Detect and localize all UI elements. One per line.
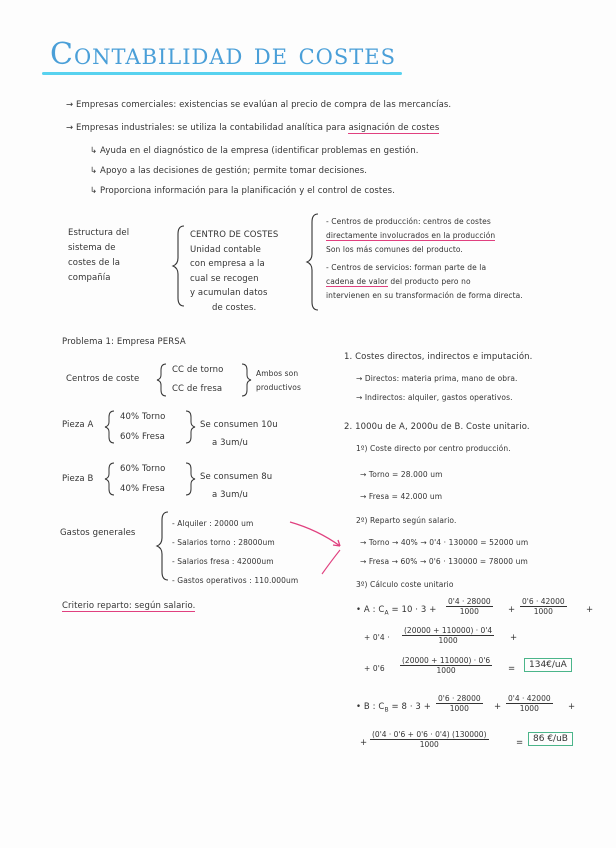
- structure-center-line: de costes.: [212, 302, 257, 313]
- cc-torno: CC de torno: [172, 365, 224, 375]
- fraction-denominator: 1000: [449, 704, 469, 713]
- fraction-numerator: 0'6 · 42000: [522, 597, 565, 606]
- reparto-arrow-2: [322, 550, 340, 574]
- q1-indirectos: → Indirectos: alquiler, gastos operativos.: [356, 393, 513, 402]
- fraction-numerator: (0'4 · 0'6 + 0'6 · 0'4) (130000): [372, 730, 487, 739]
- cc-fresa: CC de fresa: [172, 384, 223, 394]
- brace-pieza-a: [105, 411, 114, 443]
- brace-structure-center: [173, 226, 184, 306]
- pieza-b-note-line: Se consumen 8u: [200, 472, 273, 482]
- criterio-text: Criterio reparto: según salario.: [62, 601, 196, 611]
- intro-line-industriales-text: → Empresas industriales: se utiliza la contabilidad analítica para: [66, 123, 346, 133]
- fraction-numerator: 0'6 · 28000: [438, 694, 481, 703]
- structure-right-line: Son los más comunes del producto.: [326, 245, 463, 254]
- cc-note-line: productivos: [256, 383, 301, 392]
- gasto-operativos: - Gastos operativos : 110.000um: [172, 576, 299, 585]
- fraction-denominator: 1000: [519, 704, 539, 713]
- q1-directos: → Directos: materia prima, mano de obra.: [356, 374, 518, 383]
- structure-left-line: compañía: [68, 273, 111, 283]
- brace-structure-right: [307, 214, 318, 310]
- structure-right-produccion: - Centros de producción: centros de costes: [326, 217, 491, 226]
- plus-sign: +: [510, 633, 518, 643]
- pieza-a-note-line: a 3um/u: [212, 438, 248, 448]
- problem-title: Problema 1: Empresa PERSA: [62, 337, 186, 347]
- gastos-label: Gastos generales: [60, 528, 136, 538]
- pieza-b-label: Pieza B: [62, 474, 94, 484]
- fraction-denominator: 1000: [459, 607, 479, 616]
- result-a-box: 134€/uA: [524, 658, 572, 672]
- brace-gastos: [157, 512, 168, 580]
- ca-prefix: • A : C: [356, 605, 385, 615]
- ca-line3-prefix: + 0'6: [364, 664, 385, 673]
- pieza-a-fresa: 60% Fresa: [120, 432, 165, 442]
- structure-center-line: Unidad contable: [190, 244, 261, 255]
- result-b-box: 86 €/uB: [528, 732, 573, 746]
- brace-pieza-b-right: [186, 463, 195, 495]
- brace-cc: [157, 364, 166, 396]
- ca-equals: = 10 · 3 +: [391, 605, 437, 615]
- structure-right-servicios: - Centros de servicios: forman parte de la: [326, 263, 487, 272]
- pieza-a-label: Pieza A: [62, 420, 94, 430]
- intro-bullet-planificacion: ↳ Proporciona información para la planificación y el control de costes.: [90, 186, 396, 196]
- ca-line2-prefix: + 0'4 ·: [364, 633, 390, 642]
- structure-center-line: cual se recogen: [190, 273, 259, 284]
- intro-bullet-decisiones: ↳ Apoyo a las decisiones de gestión; permite tomar decisiones.: [90, 166, 368, 176]
- step2-torno: → Torno → 40% → 0'4 · 130000 = 52000 um: [360, 538, 529, 547]
- brace-pieza-b: [105, 463, 114, 495]
- structure-left-line: costes de la: [68, 258, 121, 268]
- structure-center-heading: CENTRO DE COSTES: [190, 230, 279, 240]
- equals-sign: =: [508, 664, 516, 674]
- structure-center-line: con empresa a la: [190, 259, 265, 269]
- plus-sign: +: [586, 605, 594, 615]
- intro-bullet-diagnostico: ↳ Ayuda en el diagnóstico de la empresa (identificar problemas en gestión.: [90, 146, 419, 156]
- equals-sign: =: [516, 738, 524, 748]
- fraction-numerator: (20000 + 110000) · 0'6: [402, 656, 491, 665]
- gasto-salarios-torno: - Salarios torno : 28000um: [172, 538, 275, 547]
- cb-equals: = 8 · 3 +: [391, 702, 431, 712]
- structure-left-line: sistema de: [68, 243, 116, 253]
- structure-right-highlight: directamente involucrados en la producción: [326, 231, 496, 240]
- page-title: Contabilidad de costes: [50, 37, 397, 72]
- plus-sign: +: [494, 702, 502, 712]
- gasto-alquiler: - Alquiler : 20000 um: [172, 519, 254, 528]
- cc-note-line: Ambos son: [256, 369, 299, 378]
- structure-right-line: del producto pero no: [390, 277, 471, 286]
- fraction-denominator: 1000: [533, 607, 553, 616]
- pieza-b-torno: 60% Torno: [120, 464, 166, 474]
- brace-cc-right: [242, 364, 251, 396]
- step2-heading: 2º) Reparto según salario.: [356, 516, 457, 525]
- step1-torno: → Torno = 28.000 um: [360, 470, 443, 479]
- step1-heading: 1º) Coste directo por centro producción.: [356, 444, 511, 453]
- fraction-numerator: (20000 + 110000) · 0'4: [404, 626, 493, 635]
- ca-subscript: A: [384, 609, 389, 617]
- plus-sign: +: [568, 702, 576, 712]
- reparto-arrow: [290, 522, 340, 546]
- step1-fresa: → Fresa = 42.000 um: [360, 492, 443, 501]
- fraction-denominator: 1000: [419, 740, 439, 749]
- step2-fresa: → Fresa → 60% → 0'6 · 130000 = 78000 um: [360, 557, 528, 566]
- fraction-denominator: 1000: [438, 636, 458, 645]
- cb-prefix: • B : C: [356, 702, 385, 712]
- q1-heading: 1. Costes directos, indirectos e imputación.: [344, 352, 533, 362]
- q2-heading: 2. 1000u de A, 2000u de B. Coste unitario.: [344, 422, 530, 432]
- pieza-a-torno: 40% Torno: [120, 412, 166, 422]
- cb-subscript: B: [384, 706, 389, 714]
- pieza-b-fresa: 40% Fresa: [120, 484, 165, 494]
- pieza-b-note-line: a 3um/u: [212, 490, 248, 500]
- gasto-salarios-fresa: - Salarios fresa : 42000um: [172, 557, 274, 566]
- cc-label: Centros de coste: [66, 374, 140, 384]
- intro-highlight-asignacion: asignación de costes: [348, 123, 440, 133]
- brace-pieza-a-right: [186, 411, 195, 443]
- plus-sign: +: [360, 738, 368, 748]
- structure-left-line: Estructura del: [68, 228, 130, 238]
- structure-right-highlight: cadena de valor: [326, 277, 388, 286]
- plus-sign: +: [508, 605, 516, 615]
- intro-line-comerciales: → Empresas comerciales: existencias se evalúan al precio de compra de las mercancías.: [66, 100, 452, 110]
- pieza-a-note-line: Se consumen 10u: [200, 420, 278, 430]
- structure-center-line: y acumulan datos: [190, 288, 268, 298]
- fraction-denominator: 1000: [436, 666, 456, 675]
- step3-heading: 3º) Cálculo coste unitario: [356, 580, 454, 589]
- fraction-numerator: 0'4 · 28000: [448, 597, 491, 606]
- structure-right-line: intervienen en su transformación de forma directa.: [326, 291, 523, 300]
- fraction-numerator: 0'4 · 42000: [508, 694, 551, 703]
